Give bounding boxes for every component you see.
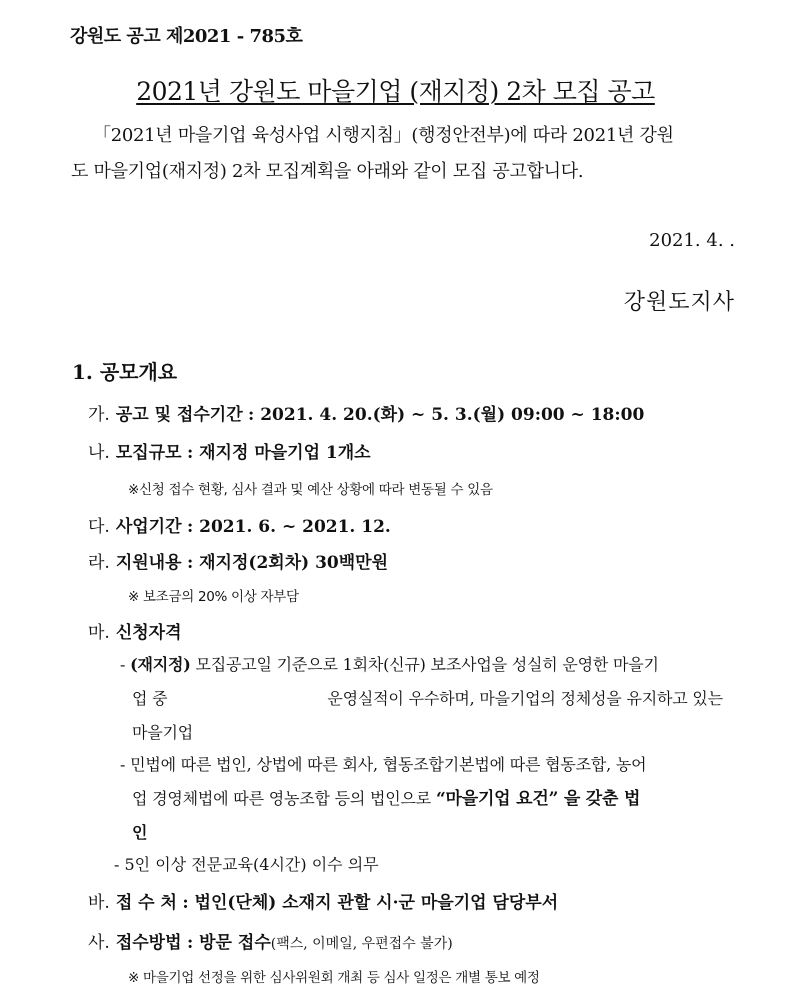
item-label: 지원내용 <box>115 553 182 573</box>
item-office <box>88 888 558 913</box>
item-label: 접수방법 <box>115 933 182 953</box>
item-value: : 재지정 마을기업 1개소 <box>186 443 371 463</box>
item-value: : 방문 접수 <box>186 933 271 953</box>
item-value: : 2021. 6. ~ 2021. 12. <box>186 517 391 537</box>
notice-number: 강원도 공고 제2021 - 785호 <box>70 26 303 47</box>
item-bullet: 사. <box>88 933 110 953</box>
eligibility-training: - 5인 이상 전문교육(4시간) 이수 의무 <box>114 855 379 874</box>
eligibility-line: 마을기업 <box>132 723 194 742</box>
item-value: : 2021. 4. 20.(화) ~ 5. 3.(월) 09:00 ~ 18:00 <box>248 405 645 425</box>
notice-date: 2021. 4. . <box>649 230 735 251</box>
eligibility-line: 인 <box>132 823 148 842</box>
item-method <box>88 928 453 953</box>
note-scale: ※신청 접수 현황, 심사 결과 및 예산 상황에 따라 변동될 수 있음 <box>128 482 493 498</box>
eligibility-text: 운영실적이 우수하며, 마을기업의 정체성을 유지하고 있는 <box>327 689 723 708</box>
item-eligibility <box>88 618 182 643</box>
item-support <box>88 548 388 573</box>
item-label: 신청자격 <box>115 623 182 643</box>
eligibility-redesignation <box>120 648 734 750</box>
signer: 강원도지사 <box>623 290 735 315</box>
item-period <box>88 400 644 425</box>
eligibility-tag: (재지정) <box>130 655 191 674</box>
dash: - <box>120 755 126 774</box>
item-duration <box>88 512 391 537</box>
eligibility-requirement: “마을기업 요건” 을 갖춘 법 <box>435 789 641 809</box>
section-heading: 1. 공모개요 <box>72 360 178 384</box>
eligibility-line <box>120 782 734 816</box>
intro-paragraph <box>71 118 735 190</box>
item-bullet: 다. <box>88 517 110 537</box>
item-value: : 법인(단체) 소재지 관할 시·군 마을기업 담당부서 <box>182 893 559 913</box>
item-bullet: 마. <box>88 623 110 643</box>
eligibility-text: 모집공고일 기준으로 1회차(신규) 보조사업을 성실히 운영한 마을기 <box>190 655 659 674</box>
item-value-extra: (팩스, 이메일, 우편접수 불가) <box>270 936 453 952</box>
item-label: 모집규모 <box>115 443 182 463</box>
item-value: : 재지정(2회차) 30백만원 <box>186 553 388 573</box>
item-bullet: 가. <box>88 405 110 425</box>
eligibility-line <box>120 648 734 682</box>
item-bullet: 바. <box>88 893 110 913</box>
eligibility-text: 업 경영체법에 따른 영농조합 등의 법인으로 <box>132 789 436 808</box>
item-label: 사업기간 <box>115 517 182 537</box>
intro-line-2: 도 마을기업(재지정) 2차 모집계획을 아래와 같이 모집 공고합니다. <box>71 161 584 182</box>
eligibility-text: 업 중 <box>132 689 168 708</box>
page-title: 2021년 강원도 마을기업 (재지정) 2차 모집 공고 <box>136 77 655 106</box>
dash: - <box>120 655 126 674</box>
eligibility-line <box>120 748 734 782</box>
item-bullet: 라. <box>88 553 110 573</box>
note-support: ※ 보조금의 20% 이상 자부담 <box>128 589 299 605</box>
eligibility-text: 민법에 따른 법인, 상법에 따른 회사, 협동조합기본법에 따른 협동조합, 농어 <box>125 755 647 774</box>
eligibility-line <box>120 682 734 716</box>
intro-line-1: 「2021년 마을기업 육성사업 시행지침」(행정안전부)에 따라 2021년 강원 <box>93 125 674 146</box>
item-label: 접 수 처 <box>115 893 177 913</box>
note-method: ※ 마을기업 선정을 위한 심사위원회 개최 등 심사 일정은 개별 통보 예정 <box>128 970 540 986</box>
eligibility-legal-entity <box>120 748 734 850</box>
item-bullet: 나. <box>88 443 110 463</box>
item-scale <box>88 438 371 463</box>
item-label: 공고 및 접수기간 <box>115 405 243 425</box>
